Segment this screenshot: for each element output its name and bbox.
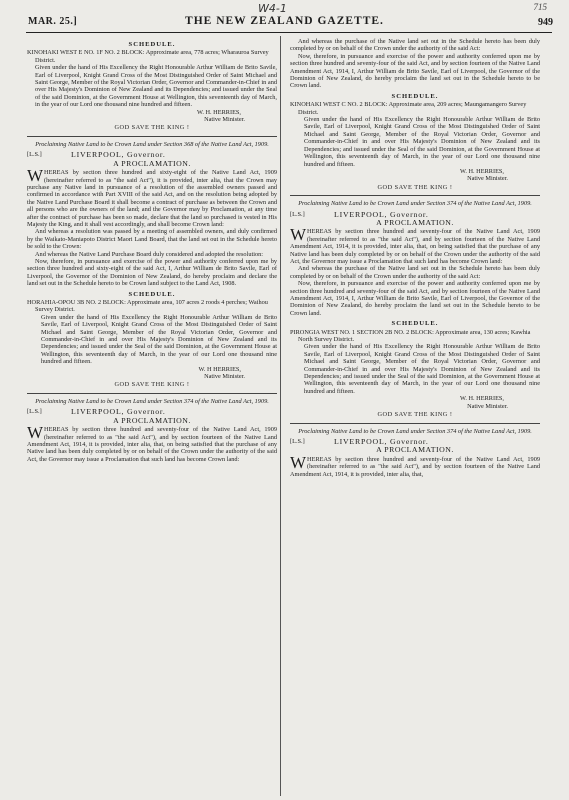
- proclamation-text-body: HEREAS by section three hundred and sixty-eight of the Native Land Act, 1909 (hereinafter referred to as "the said Act"), it is provided, inter alia, that the Crown may purchase any Native land in pursuance of a resolution of the assembled owners passed and confirmed in accordance with Part XVIII of the said Act, and on the resolution being adopted by the Native Land Purchase Board it shall become a contract of purchase as between the Crown and all persons who are the owners of the land; and the Governor may by Proclamation, at any time after the contract of purchase has been so made, declare that the land so purchased is vested in His Majesty the King, and it shall vest accordingly, and shall become Crown land:: [27, 169, 277, 228]
- proclamation-paragraph: Now, therefore, in pursuance and exercise of the power and authority conferred upon me by section three hundred and seventy-four of the said Act, and by section fourteen of the Native Land Amendment Act, 1914, I, Arthur William de Brito Savile, Earl of Liverpool, the Governor of the Dominion of New Zealand, do hereby proclaim the land set out in the Schedule hereto to be Crown land.: [290, 280, 540, 317]
- proclamation-text: [27, 423, 277, 463]
- section-separator: [290, 195, 540, 196]
- schedule-title: SCHEDULE.: [391, 320, 439, 328]
- seal-line: [27, 151, 277, 158]
- section-separator: [290, 423, 540, 424]
- header-stamp: W4-1: [258, 2, 287, 15]
- signature-name: W. H. HERRIES,: [196, 108, 241, 116]
- seal-mark: [L.S.]: [290, 437, 305, 445]
- schedule-body: Given under the hand of His Excellency the Right Honourable Arthur William de Brito Savile, Earl of Liverpool, Knight Grand Cross of the Most Distinguished Order of Saint Michael and Saint George, Member of the Royal Victorian Order, Governor and Commander-in-Chief in and over His Majesty's Dominion of New Zealand and its Dependencies; and issued under the Seal of the said Dominion, at the Government House at Wellington, this seventeenth day of March, in the year of our Lord one thousand nine hundred and fifteen.: [35, 64, 277, 109]
- header-page-number: 949: [538, 17, 553, 28]
- schedule-title: SCHEDULE.: [128, 290, 176, 298]
- schedule-title: SCHEDULE.: [128, 41, 176, 48]
- schedule-body: Given under the hand of His Excellency the Right Honourable Arthur William de Brito Savile, Earl of Liverpool, Knight Grand Cross of the Most Distinguished Order of Saint Michael and Saint George, Member of the Royal Victorian Order, Governor and Commander-in-Chief in and over His Majesty's Dominion of New Zealand and its Dependencies; and issued under the Seal of the said Dominion, at the Government House at Wellington, this seventeenth day of March, in the year of our Lord one thousand nine hundred and fifteen.: [304, 343, 540, 395]
- proclamation-heading: Proclaiming Native Land to be Crown Land under Section 374 of the Native Land Act, 1909.: [35, 397, 269, 405]
- schedule-title: SCHEDULE.: [391, 92, 439, 100]
- proclamation-paragraph: And whereas the purchase of the Native land set out in the Schedule hereto has been duly completed by or on behalf of the Crown under the authority of the said Act:: [290, 38, 540, 53]
- seal-line: [290, 438, 540, 445]
- proclamation-text: [27, 166, 277, 228]
- schedule-body: Given under the hand of His Excellency the Right Honourable Arthur William de Brito Savile, Earl of Liverpool, Knight Grand Cross of the Most Distinguished Order of Saint Michael and Saint George, Member of the Royal Victorian Order, Governor and Commander-in-Chief in and over His Majesty's Dominion of New Zealand and its Dependencies; and issued under the Seal of the said Dominion, at the Government House at Wellington, this seventeenth day of March, in the year of our Lord one thousand nine hundred and fifteen.: [304, 116, 540, 168]
- god-save-the-king: GOD SAVE THE KING !: [114, 124, 190, 132]
- drop-cap: W: [290, 225, 307, 245]
- proclamation-label: A PROCLAMATION.: [113, 415, 191, 425]
- right-column: [290, 38, 540, 478]
- signature-role: Native Minister.: [467, 175, 508, 183]
- drop-cap: W: [27, 166, 44, 186]
- proclamation-label: A PROCLAMATION.: [113, 158, 191, 168]
- governor-name: LIVERPOOL, Governor.: [71, 407, 166, 417]
- header-rule: [26, 32, 552, 33]
- governor-name: LIVERPOOL, Governor.: [334, 436, 429, 446]
- signature-role: Native Minister.: [204, 373, 245, 381]
- seal-line: [290, 211, 540, 218]
- schedule-block-heading: PIRONGIA WEST NO. 1 SECTION 2B NO. 2 BLOCK: Approximate area, 130 acres; Kawhia North Survey District.: [290, 328, 531, 344]
- proclamation-heading: Proclaiming Native Land to be Crown Land under Section 374 of the Native Land Act, 1909.: [298, 200, 532, 208]
- schedule-block-heading: HORAHIA-OPOU 3B NO. 2 BLOCK: Approximate area, 107 acres 2 roods 4 perches; Waihou Survey District.: [27, 299, 268, 314]
- proclamation-label: A PROCLAMATION.: [376, 445, 454, 455]
- proclamation-paragraph: And whereas the Native Land Purchase Board duly considered and adopted the resolution:: [35, 250, 264, 258]
- seal-line: [27, 408, 277, 415]
- proclamation-text: [290, 225, 540, 265]
- proclamation-paragraph: Now, therefore, in pursuance and exercise of the power and authority conferred upon me by section three hundred and seventy-four of the said Act, and by section fourteen of the Native Land Amendment Act, 1914, I, Arthur William de Brito Savile, Earl of Liverpool, the Governor of the Dominion of New Zealand, do hereby proclaim the land set out in the Schedule hereto to be Crown land.: [290, 52, 540, 90]
- schedule-block-heading: KINOHAKI WEST C NO. 2 BLOCK: Approximate area, 209 acres; Maungamangero Survey District.: [290, 101, 527, 116]
- header-title: THE NEW ZEALAND GAZETTE.: [185, 15, 384, 27]
- proclamation-heading: Proclaiming Native Land to be Crown Land under Section 368 of the Native Land Act, 1909.: [35, 140, 269, 148]
- seal-mark: [L.S.]: [27, 408, 42, 416]
- schedule-block-heading: KINOHAKI WEST E NO. 1F NO. 2 BLOCK: Approximate area, 778 acres; Wharauroa Survey District.: [27, 49, 269, 64]
- column-divider: [280, 36, 281, 796]
- god-save-the-king: GOD SAVE THE KING !: [114, 381, 190, 389]
- signature-name: W. H HERRIES,: [198, 365, 241, 373]
- seal-mark: [L.S.]: [27, 151, 42, 159]
- proclamation-paragraph: And whereas a resolution was passed by a meeting of assembled owners, and duly confirmed by the Waikato-Maniapoto District Maori Land Board, that the land set out in the Schedule hereto be sold to the Crown:: [27, 228, 277, 251]
- proclamation-label: A PROCLAMATION.: [376, 217, 454, 227]
- signature-role: Native Minister.: [204, 116, 245, 124]
- seal-mark: [L.S.]: [290, 210, 305, 218]
- proclamation-heading: Proclaiming Native Land to be Crown Land under Section 374 of the Native Land Act, 1909.: [298, 427, 532, 435]
- governor-name: LIVERPOOL, Governor.: [334, 209, 429, 219]
- proclamation-paragraph: Now, therefore, in pursuance and exercise of the power and authority conferred upon me by section three hundred and sixty-eight of the said Act, I, Arthur William de Brito Savile, Earl of Liverpool, the Governor of the Dominion of New Zealand, do hereby proclaim and declare the land set out in the Schedule hereto to be Crown land subject to the Land Act, 1908.: [27, 257, 277, 288]
- proclamation-text: [290, 452, 540, 478]
- signature-role: Native Minister.: [467, 402, 508, 410]
- header-folio: 715: [533, 2, 547, 12]
- proclamation-text-body: HEREAS by section three hundred and seventy-four of the Native Land Act, 1909 (hereinafter referred to as "the said Act"), and by section fourteen of the Native Land Amendment Act, 1914, it is provided, inter alia, that, on being satisfied that the purchase of any Native land has been duly completed by or on behalf of the Crown under the authority of the said Act, the Governor may issue a Proclamation that such land has become Crown land:: [290, 228, 540, 265]
- proclamation-text-body: HEREAS by section three hundred and seventy-four of the Native Land Act, 1909 (hereinafter referred to as "the said Act"), and by section fourteen of the Native Land Amendment Act, 1914, it is provided, inter alia, that, on being satisfied that the purchase of any Native land has been duly completed by or on behalf of the Crown under the authority of the said Act, the Governor may issue a Proclamation that such land has become Crown land:: [27, 426, 277, 463]
- god-save-the-king: GOD SAVE THE KING !: [377, 183, 453, 191]
- schedule-body: Given under the hand of His Excellency the Right Honourable Arthur William de Brito Savile, Earl of Liverpool, Knight Grand Cross of the Most Distinguished Order of Saint Michael and Saint George, Member of the Royal Victorian Order, Governor and Commander-in-Chief in and over His Majesty's Dominion of New Zealand and its Dependencies; and issued under the Seal of the said Dominion, at the Government House at Wellington, this seventeenth day of March, in the year of our Lord one thousand nine hundred and fifteen.: [41, 313, 277, 366]
- governor-name: LIVERPOOL, Governor.: [71, 150, 166, 160]
- page-header: [0, 0, 569, 40]
- proclamation-text-body: HEREAS by section three hundred and seventy-four of the Native Land Act, 1909 (hereinafter referred to as "the said Act"), and by section fourteen of the Native Land Amendment Act, 1914, it is provided, inter alia, that,: [290, 455, 540, 478]
- section-separator: [27, 136, 277, 137]
- left-column: [27, 38, 277, 463]
- section-separator: [27, 393, 277, 394]
- header-date: MAR. 25.]: [28, 16, 78, 27]
- signature-name: W. H. HERRIES,: [459, 395, 504, 403]
- drop-cap: W: [27, 423, 44, 443]
- signature-name: W. H. HERRIES,: [459, 167, 504, 175]
- drop-cap: W: [290, 452, 307, 472]
- god-save-the-king: GOD SAVE THE KING !: [377, 411, 453, 419]
- proclamation-paragraph: And whereas the purchase of the Native land set out in the Schedule hereto has been duly completed by or on behalf of the Crown under the authority of the said Act:: [290, 265, 540, 280]
